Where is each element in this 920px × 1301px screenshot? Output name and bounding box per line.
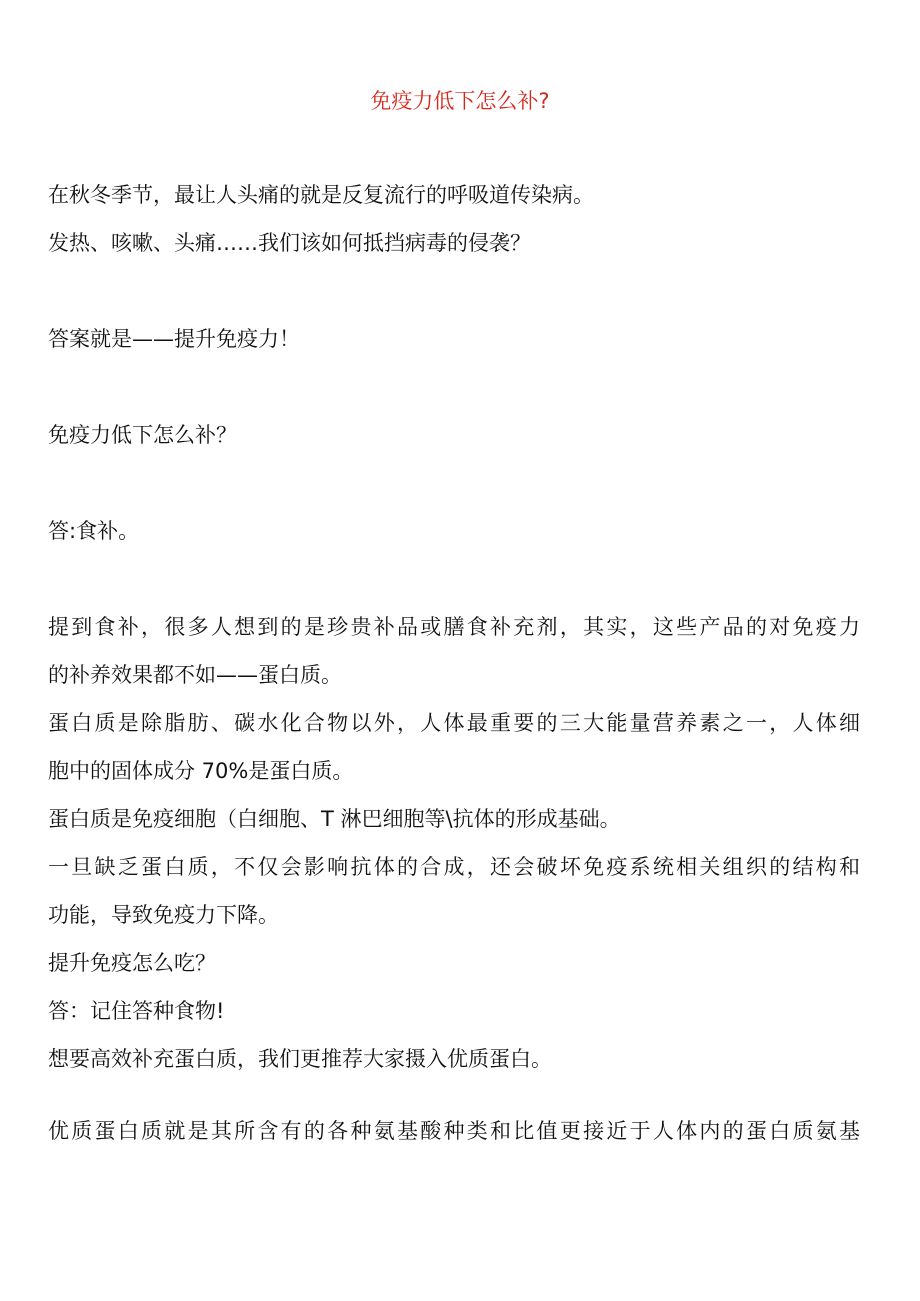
paragraph-line: 答：记住答种食物!	[48, 999, 225, 1023]
paragraph-line: 在秋冬季节，最让人头痛的就是反复流行的呼吸道传染病。	[48, 183, 594, 207]
paragraph-line: 蛋白质是除脂肪、碳水化合物以外，人体最重要的三大能量营养素之一，人体细	[48, 711, 860, 735]
paragraph-line: 胞中的固体成分 70%是蛋白质。	[48, 759, 354, 783]
paragraph-line: 想要高效补充蛋白质，我们更推荐大家摄入优质蛋白。	[48, 1047, 552, 1071]
paragraph-line: 功能，导致免疫力下降。	[48, 903, 279, 927]
paragraph-line: 蛋白质是免疫细胞（白细胞、T 淋巴细胞等\抗体的形成基础。	[48, 807, 621, 831]
paragraph-line: 提到食补，很多人想到的是珍贵补品或膳食补充剂，其实，这些产品的对免疫力	[48, 615, 860, 639]
paragraph-line: 答:食补。	[48, 519, 140, 543]
paragraph-line: 的补养效果都不如——蛋白质。	[48, 663, 342, 687]
paragraph-line: 答案就是——提升免疫力！	[48, 327, 300, 351]
paragraph-line: 免疫力低下怎么补？	[48, 423, 237, 447]
paragraph-line: 提升免疫怎么吃？	[48, 951, 216, 975]
paragraph-line: 发热、咳嗽、头痛……我们该如何抵挡病毒的侵袭？	[48, 231, 531, 255]
paragraph-line: 优质蛋白质就是其所含有的各种氨基酸种类和比值更接近于人体内的蛋白质氨基	[48, 1119, 860, 1143]
paragraph-line: 一旦缺乏蛋白质，不仅会影响抗体的合成，还会破坏免疫系统相关组织的结构和	[48, 855, 860, 879]
document-title: 免疫力低下怎么补?	[370, 89, 550, 113]
